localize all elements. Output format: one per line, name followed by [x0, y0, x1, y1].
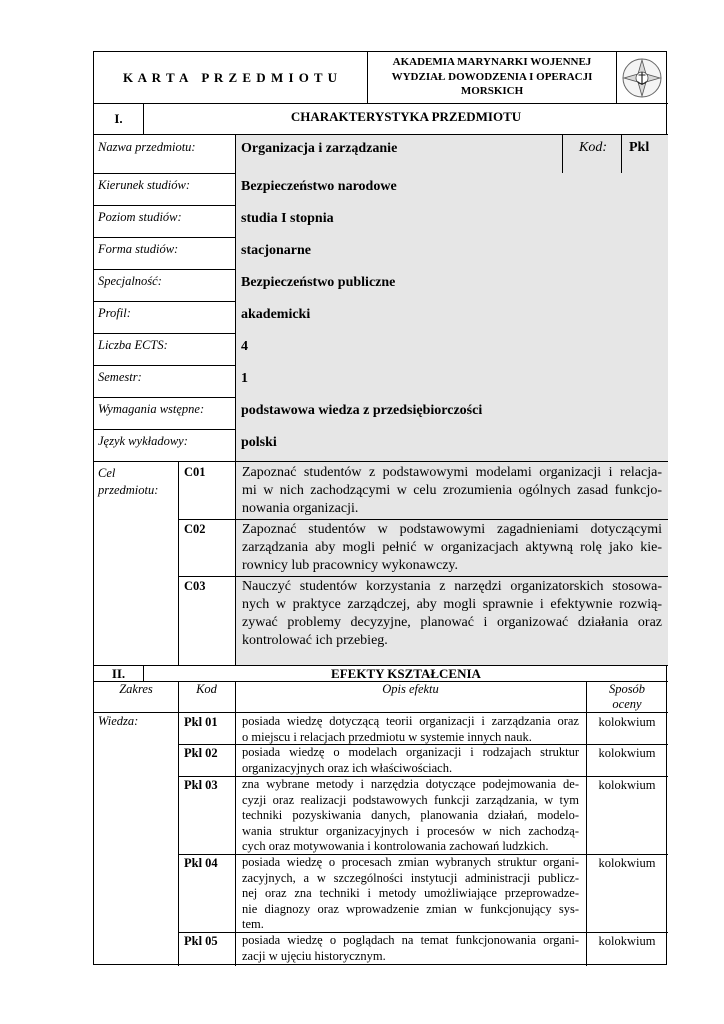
field-value: stacjonarne [236, 237, 668, 269]
effect-description [236, 854, 586, 932]
field-value: Organizacja i zarządzanie [236, 135, 562, 173]
effect-text-line: zacyjnych, a w szczególności instytucji administracji publicz- [242, 870, 579, 885]
field-label: Poziom studiów: [98, 210, 182, 224]
group-label-wiedza: Wiedza: [98, 714, 139, 728]
field-label: Nazwa przedmiotu: [98, 140, 196, 154]
field-label: Wymagania wstępne: [98, 402, 205, 416]
effect-text-line: o miejscu i relacjach przedmiotu w systemie innych nauk. [242, 729, 532, 744]
effect-text-line: cych oraz motywowania i kontrolowania zachowań ludzkich. [242, 839, 549, 853]
goals-label: Cel przedmiotu: [98, 466, 159, 497]
field-value: 4 [236, 333, 668, 365]
goal-text-line: nowania organizacji. [242, 501, 359, 516]
goal-description [236, 576, 668, 665]
goal-text-line: kontrolować ich przebieg. [242, 633, 388, 648]
field-label: Forma studiów: [98, 242, 179, 256]
section-2-number: II. [111, 665, 126, 681]
field-label: Semestr: [98, 370, 142, 384]
field-label: Liczba ECTS: [98, 338, 168, 352]
effect-assessment: kolokwium [598, 746, 656, 760]
effect-assessment: kolokwium [598, 715, 656, 729]
effect-description [236, 744, 586, 776]
effect-code: Pkl 01 [184, 715, 218, 729]
field-label: Kierunek studiów: [98, 178, 191, 192]
goal-text-line: rownicy lub pracownicy wykonawczy. [242, 558, 459, 573]
emblem-icon [620, 55, 664, 101]
anchor-star-emblem [620, 55, 664, 101]
goal-code: C03 [184, 579, 206, 593]
field-label: Specjalność: [98, 274, 162, 288]
goal-text-line: zywać problemy decyzyjne, planować i organizować działania oraz [242, 615, 662, 630]
goal-description [236, 519, 668, 576]
card-title: K A R T A P R Z E D M I O T U [123, 69, 338, 85]
effect-code: Pkl 05 [184, 934, 218, 948]
effect-text-line: nej oraz zna techniki i metody umożliwiające przeprowadze- [242, 886, 579, 900]
effect-text-line: posiada wiedzę o procesach zmian wybranych struktur organi- [242, 855, 579, 869]
course-card-document [93, 51, 667, 965]
field-value: polski [236, 429, 668, 461]
field-value: Bezpieczeństwo narodowe [236, 173, 668, 205]
effect-text-line: zna wybrane metody i narzędzia dotyczące podejmowania de- [242, 777, 579, 791]
goal-code: C02 [184, 522, 206, 536]
effect-text-line: wania struktur organizacyjnych i procesów w nich zachodzą- [242, 823, 579, 838]
field-value: 1 [236, 365, 668, 397]
goal-text-line: zarządzania aby mogli pełnić w organizacjach aktywną rolę jako kie- [242, 540, 662, 555]
goal-description [236, 462, 668, 519]
goal-text-line: Zapoznać studentów z podstawowymi modelami organizacji i relacja- [242, 465, 662, 480]
goal-text-line: Nauczyć studentów korzystania z narzędzi organizatorskich stosowa- [242, 579, 662, 594]
section-2-title: EFEKTY KSZTAŁCENIA [331, 666, 481, 681]
field-value: podstawowa wiedza z przedsiębiorczości [236, 397, 668, 429]
effect-text-line: posiada wiedzę o modelach organizacji i rodzajach struktur [242, 745, 579, 759]
institution-name: AKADEMIA MARYNARKI WOJENNEJ WYDZIAŁ DOWODZENIA I OPERACJI MORSKICH [391, 56, 593, 97]
effect-text-line: cyzji oraz realizacji podstawowych funkcji zarządzania, w tym [242, 792, 579, 807]
column-header-kod: Kod [196, 682, 217, 696]
effect-assessment: kolokwium [598, 778, 656, 792]
effect-text-line: organizacyjnych oraz ich właściwościach. [242, 760, 453, 775]
effect-description [236, 713, 586, 744]
field-label: Profil: [98, 306, 131, 320]
goal-text-line: Zapoznać studentów w podstawowymi zagadnieniami dotyczącymi [242, 522, 662, 537]
goal-text-line: mi w nich zachodzącymi w celu zrozumienia ogólnych zasad funkcjo- [242, 483, 662, 498]
effect-code: Pkl 04 [184, 856, 218, 870]
field-label: Język wykładowy: [98, 434, 188, 448]
effect-code: Pkl 02 [184, 746, 218, 760]
field-value: akademicki [236, 301, 668, 333]
effect-assessment: kolokwium [598, 934, 656, 948]
effect-code: Pkl 03 [184, 778, 218, 792]
column-header-sposob: Sposób oceny [608, 682, 646, 711]
effect-text-line: techniki pozyskiwania danych, planowania działań, modelo- [242, 808, 579, 822]
field-value: Bezpieczeństwo publiczne [236, 269, 668, 301]
kod-label: Kod: [563, 135, 621, 173]
effect-text-line: nie diagnozy oraz wprowadzenie zmian w funkcjonujący sys- [242, 901, 579, 916]
kod-value: Pkl [622, 135, 668, 173]
field-value: studia I stopnia [236, 205, 668, 237]
effect-text-line: posiada wiedzę o poglądach na temat funkcjonowania organi- [242, 933, 579, 947]
goal-code: C01 [184, 465, 206, 479]
effect-text-line: zacji w ujęciu historycznym. [242, 948, 386, 963]
effect-description [236, 776, 586, 854]
effect-text-line: tem. [242, 917, 264, 931]
section-1-number: I. [114, 111, 123, 126]
section-1-title: CHARAKTERYSTYKA PRZEDMIOTU [290, 109, 522, 124]
column-header-opis: Opis efektu [382, 682, 439, 696]
column-header-zakres: Zakres [119, 682, 153, 696]
effect-description [236, 932, 586, 966]
effect-assessment: kolokwium [598, 856, 656, 870]
effect-text-line: posiada wiedzę dotyczącą teorii organizacji i zarządzania oraz [242, 714, 579, 728]
goal-text-line: nych w praktyce zarządczej, aby mogli sprawnie i efektywnie rozwią- [242, 597, 662, 612]
